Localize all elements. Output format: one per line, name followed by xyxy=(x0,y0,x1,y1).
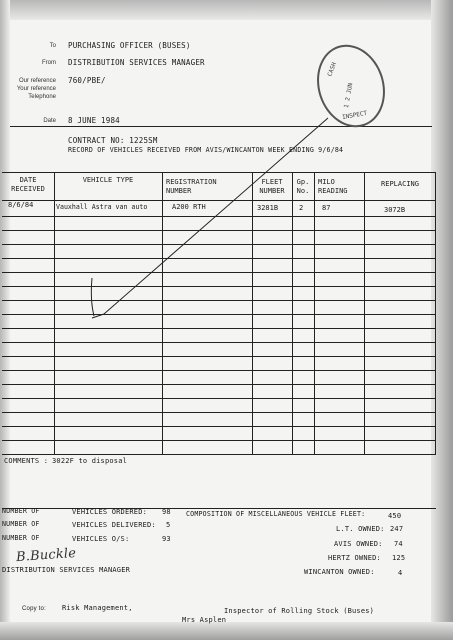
handwritten-signature: B.Buckle xyxy=(15,545,77,566)
from-label: From xyxy=(42,60,56,66)
vehicles-os-value: 93 xyxy=(162,535,171,543)
header-replacing: REPLACING xyxy=(381,180,419,188)
our-reference-value: 760/PBE/ xyxy=(68,76,106,85)
header-registration: REGISTRATION NUMBER xyxy=(166,178,217,195)
header-fleet-number: FLEET NUMBER xyxy=(259,178,285,195)
copy-to-mrs-asplen: Mrs Asplen xyxy=(182,616,227,624)
vehicles-delivered-label: VEHICLES DELIVERED: xyxy=(72,521,156,529)
contract-number: CONTRACT NO: 1225SM xyxy=(68,136,158,145)
our-reference-label: Our reference xyxy=(18,78,56,84)
header-milo-reading: MILO READING xyxy=(318,178,348,195)
telephone-label: Telephone xyxy=(28,94,56,100)
row1-fleet-number: 3281B xyxy=(257,204,279,212)
hertz-owned-label: HERTZ OWNED: xyxy=(328,554,381,562)
number-of-label: NUMBER OF xyxy=(2,520,40,528)
signature-title: DISTRIBUTION SERVICES MANAGER xyxy=(2,566,131,574)
avis-owned-label: AVIS OWNED: xyxy=(334,540,383,548)
avis-owned-value: 74 xyxy=(394,540,403,548)
date-label: Date xyxy=(43,118,56,124)
composition-value: 450 xyxy=(388,512,402,520)
vehicles-ordered-value: 98 xyxy=(162,508,171,516)
date-value: 8 JUNE 1984 xyxy=(68,116,120,125)
comments-text: 3022F to disposal xyxy=(52,457,128,465)
to-value: PURCHASING OFFICER (BUSES) xyxy=(68,41,191,50)
comments-top-rule xyxy=(2,454,436,455)
comments-label: COMMENTS : xyxy=(4,457,49,465)
number-of-label: NUMBER OF xyxy=(2,534,40,542)
comments-bottom-rule xyxy=(2,508,436,509)
row1-milo-reading: 87 xyxy=(322,204,331,212)
wincanton-owned-value: 4 xyxy=(398,569,403,577)
vehicles-delivered-value: 5 xyxy=(166,521,171,529)
lt-owned-label: L.T. OWNED: xyxy=(336,525,385,533)
copy-to-risk-management: Risk Management, xyxy=(62,604,133,612)
header-date-received: DATE RECEIVED xyxy=(11,176,45,193)
copy-to-label: Copy to: xyxy=(22,606,46,612)
composition-label: COMPOSITION OF MISCELLANEOUS VEHICLE FLEET: xyxy=(186,510,366,518)
number-of-label: NUMBER OF xyxy=(2,507,40,515)
row1-registration: A200 RTH xyxy=(172,203,206,211)
copy-to-inspector: Inspector of Rolling Stock (Buses) xyxy=(224,607,375,615)
stamp-text-bottom: INSPECT xyxy=(341,109,368,122)
header-vehicle-type: VEHICLE TYPE xyxy=(82,176,134,184)
row1-vehicle-type: Vauxhall Astra van auto xyxy=(56,203,148,211)
from-value: DISTRIBUTION SERVICES MANAGER xyxy=(68,58,205,67)
stamp-text-mid: 1 2 JUN xyxy=(343,82,355,109)
header-group-number: Gp. No. xyxy=(296,178,310,195)
wincanton-owned-label: WINCANTON OWNED: xyxy=(304,568,375,576)
row1-group-number: 2 xyxy=(299,204,304,212)
lt-owned-value: 247 xyxy=(390,525,404,533)
to-label: To xyxy=(49,43,56,49)
your-reference-label: Your reference xyxy=(16,86,56,92)
row1-date: 8/6/84 xyxy=(8,201,34,209)
vehicles-ordered-label: VEHICLES ORDERED: xyxy=(72,508,148,516)
hertz-owned-value: 125 xyxy=(392,554,406,562)
row1-replacing: 3072B xyxy=(384,206,406,214)
stamp-text-top: CASH xyxy=(326,61,338,78)
vehicles-os-label: VEHICLES O/S: xyxy=(72,535,130,543)
record-title: RECORD OF VEHICLES RECEIVED FROM AVIS/WINCANTON WEEK ENDING 9/6/84 xyxy=(68,146,344,154)
